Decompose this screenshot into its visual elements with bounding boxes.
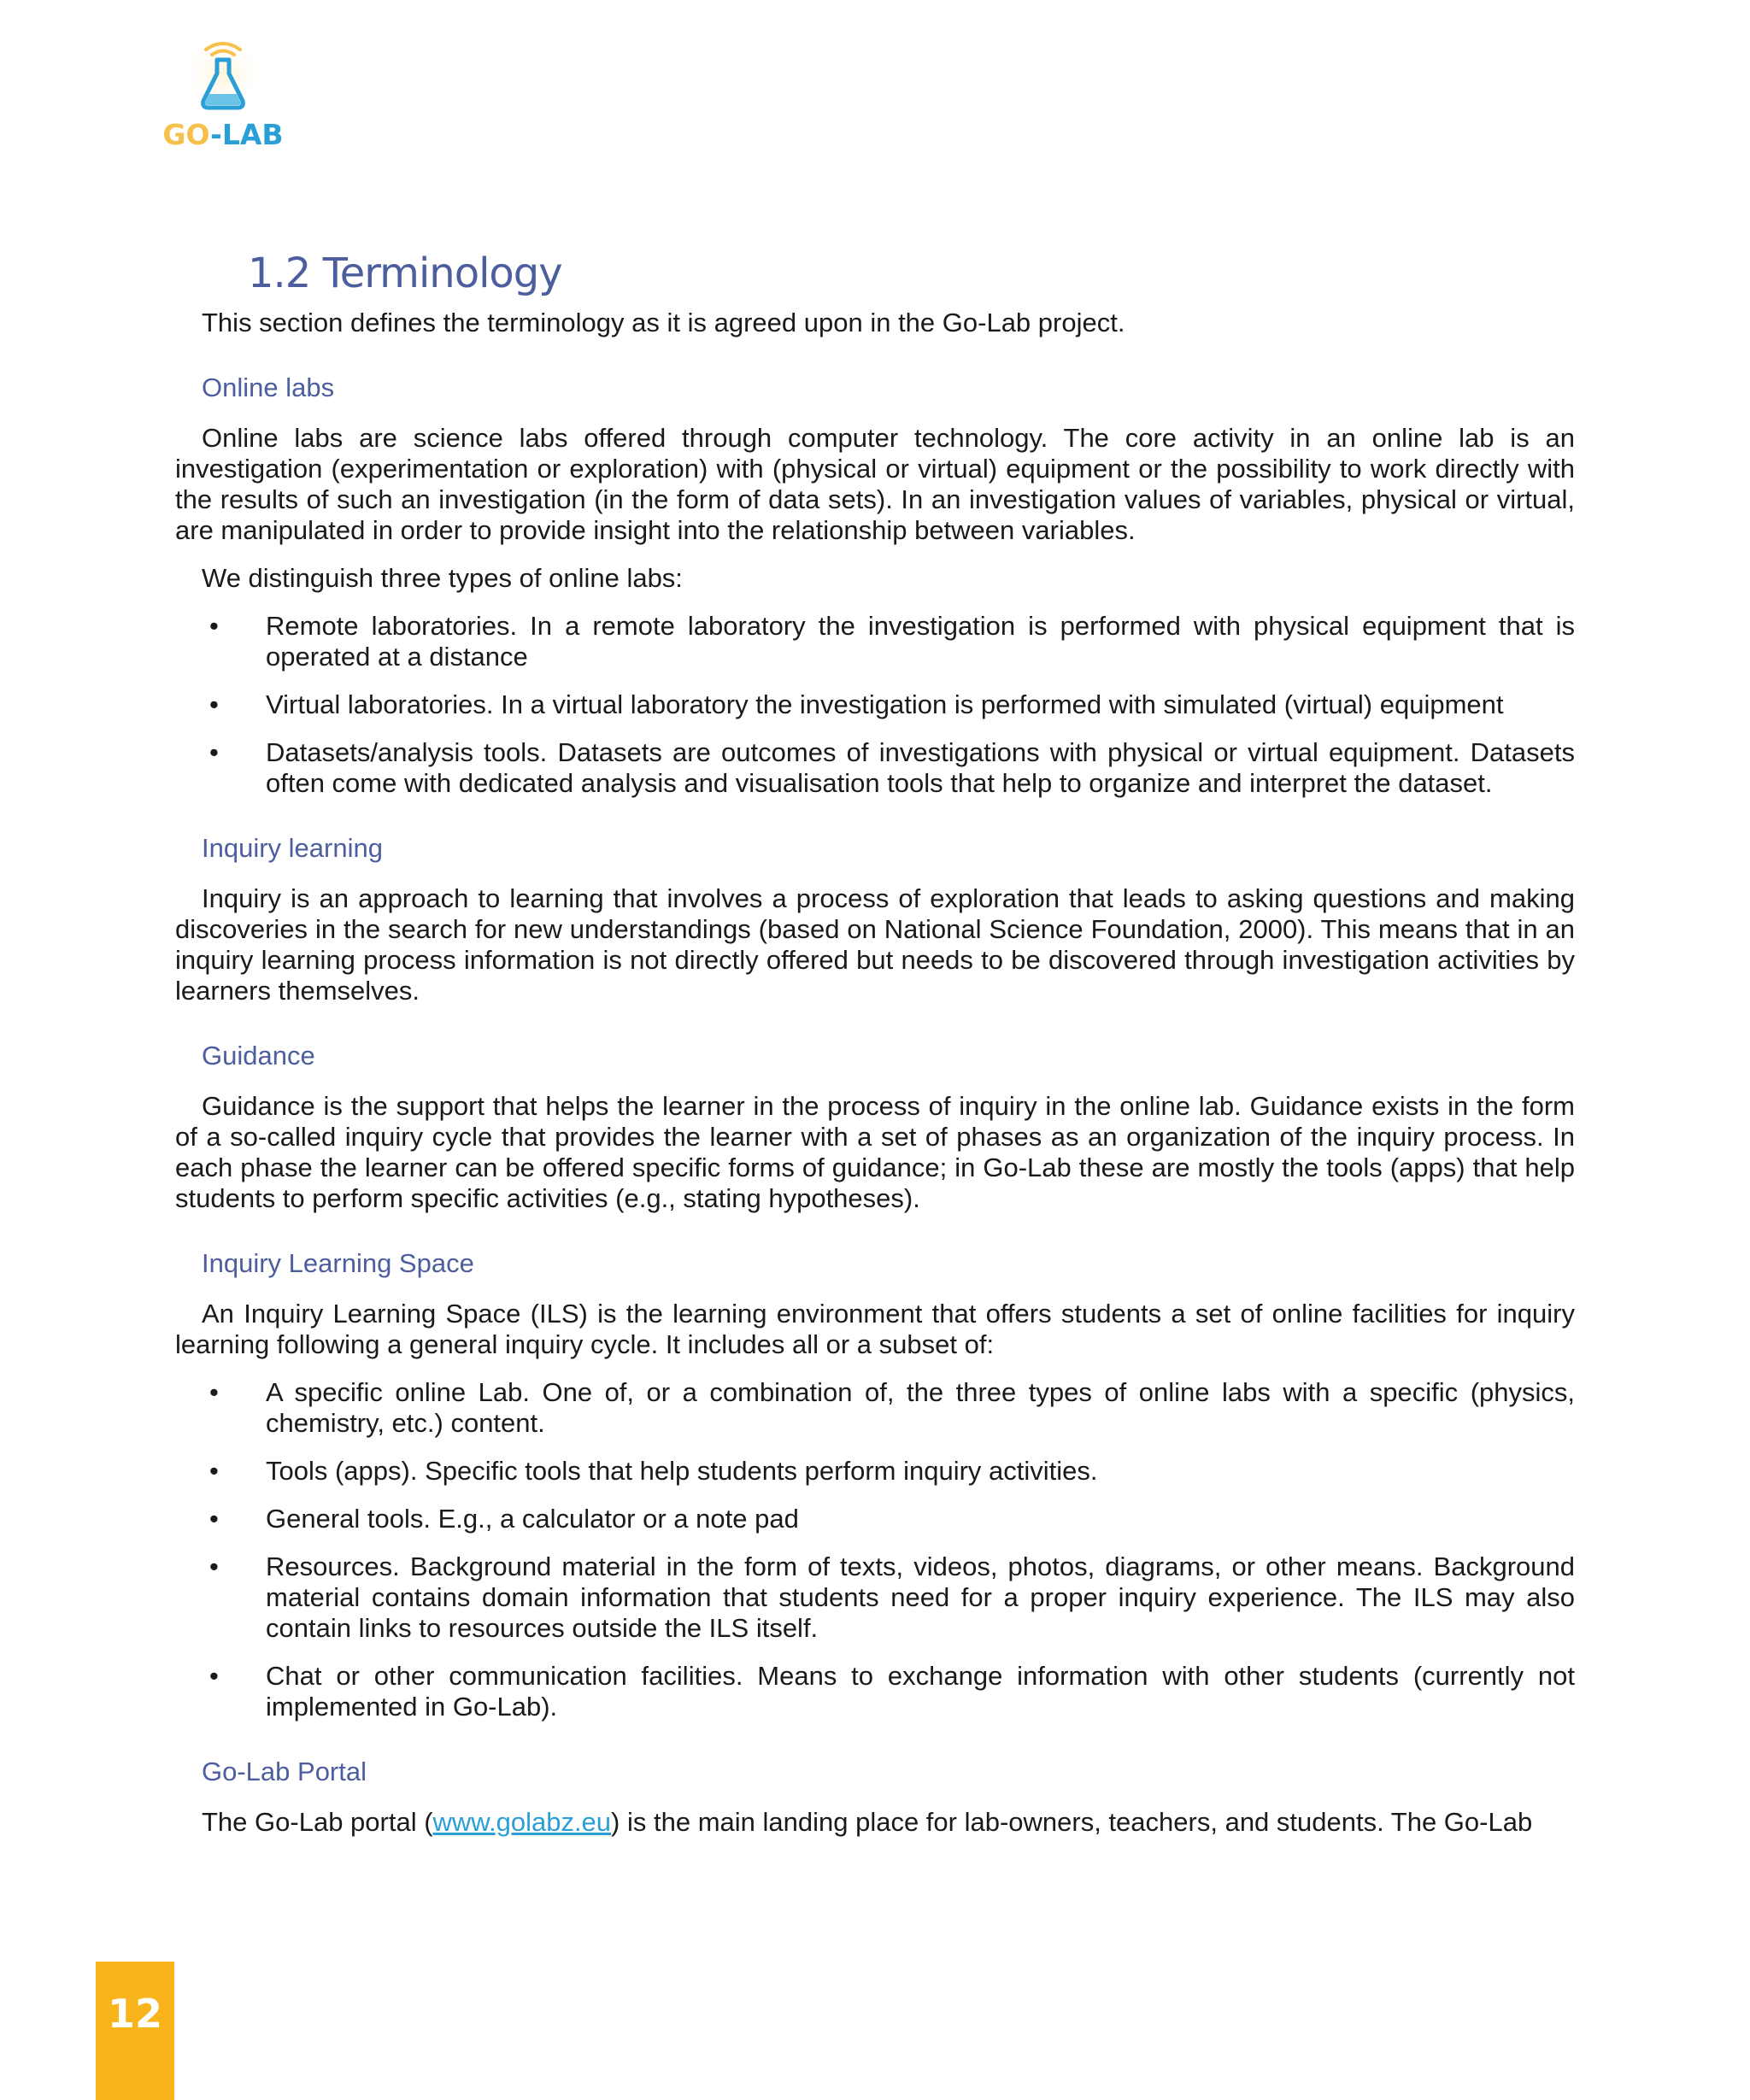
list-item xyxy=(175,1504,1575,1534)
portal-text-after: ) is the main landing place for lab-owners, teachers, and students. The Go-Lab xyxy=(611,1807,1533,1837)
bullet-icon: • xyxy=(209,611,219,641)
bullet-icon: • xyxy=(209,1661,219,1691)
list-item-text: General tools. E.g., a calculator or a note pad xyxy=(266,1504,799,1534)
go-lab-logo xyxy=(159,34,287,154)
ils-list xyxy=(175,1377,1575,1722)
heading-inquiry-learning: Inquiry learning xyxy=(202,833,383,863)
list-item xyxy=(175,1552,1575,1644)
intro-paragraph: This section defines the terminology as it is agreed upon in the Go-Lab project. xyxy=(202,308,1125,337)
logo-lab-text: LAB xyxy=(221,118,284,151)
heading-guidance: Guidance xyxy=(202,1041,315,1071)
list-item-text: Resources. Background material in the form of texts, videos, photos, diagrams, or other means. Background material contains domain information that students need for a proper inquiry experience. The ILS may also contain links to resources outside the ILS itself. xyxy=(266,1552,1575,1643)
bullet-icon: • xyxy=(209,1377,219,1407)
list-item xyxy=(175,1456,1575,1487)
online-labs-paragraph: Online labs are science labs offered through computer technology. The core activity in an online lab is an investigation (experimentation or exploration) with (physical or virtual) equipment or the possibility to work directly with the results of such an investigation (in the form of data sets). In an investigation values of variables, physical or virtual, are manipulated in order to provide insight into the relationship between variables. xyxy=(175,423,1575,545)
portal-text-before: The Go-Lab portal ( xyxy=(202,1807,433,1837)
logo-wordmark xyxy=(159,118,287,151)
list-item-text: Remote laboratories. In a remote laboratory the investigation is performed with physical equipment that is operated at a distance xyxy=(266,611,1575,672)
bullet-icon: • xyxy=(209,1552,219,1581)
bullet-icon: • xyxy=(209,737,219,767)
list-item-text: Virtual laboratories. In a virtual laboratory the investigation is performed with simulated (virtual) equipment xyxy=(266,689,1504,719)
online-labs-list xyxy=(175,611,1575,799)
list-item xyxy=(175,737,1575,799)
list-item xyxy=(175,689,1575,720)
section-title: 1.2 Terminology xyxy=(248,249,562,297)
bullet-icon: • xyxy=(209,689,219,719)
list-item xyxy=(175,611,1575,672)
ils-paragraph: An Inquiry Learning Space (ILS) is the learning environment that offers students a set of online facilities for inquiry learning following a general inquiry cycle. It includes all or a subset of: xyxy=(175,1299,1575,1359)
list-item xyxy=(175,1377,1575,1439)
page-number-tab xyxy=(96,1962,174,2100)
page-number: 12 xyxy=(107,1991,162,2037)
heading-online-labs: Online labs xyxy=(202,372,335,402)
list-item xyxy=(175,1661,1575,1722)
main-content xyxy=(175,248,1575,1838)
bullet-icon: • xyxy=(209,1504,219,1534)
heading-ils: Inquiry Learning Space xyxy=(202,1248,474,1278)
inquiry-learning-paragraph: Inquiry is an approach to learning that involves a process of exploration that leads to asking questions and making discoveries in the search for new understandings (based on National Science Foundation, 2000). This means that in an inquiry learning process information is not directly offered but needs to be discovered through investigation activities by learners themselves. xyxy=(175,883,1575,1006)
list-item-text: A specific online Lab. One of, or a combination of, the three types of online labs with a specific (physics, chemistry, etc.) content. xyxy=(266,1377,1575,1438)
bullet-icon: • xyxy=(209,1456,219,1486)
heading-go-lab-portal: Go-Lab Portal xyxy=(202,1757,367,1786)
list-item-text: Chat or other communication facilities. Means to exchange information with other students (currently not implemented in Go-Lab). xyxy=(266,1661,1575,1722)
logo-dash-text: - xyxy=(210,118,222,151)
online-labs-types-paragraph: We distinguish three types of online labs: xyxy=(202,563,683,593)
guidance-paragraph: Guidance is the support that helps the learner in the process of inquiry in the online lab. Guidance exists in the form of a so-called inquiry cycle that provides the learner with a set of phases as an organization of the inquiry process. In each phase the learner can be offered specific forms of guidance; in Go-Lab these are mostly the tools (apps) that help students to perform specific activities (e.g., stating hypotheses). xyxy=(175,1091,1575,1213)
golabz-link[interactable]: www.golabz.eu xyxy=(432,1807,612,1837)
logo-go-text: GO xyxy=(162,118,211,151)
portal-paragraph xyxy=(175,1807,1575,1838)
flask-icon xyxy=(180,34,266,120)
list-item-text: Datasets/analysis tools. Datasets are outcomes of investigations with physical or virtual equipment. Datasets often come with dedicated analysis and visualisation tools that help to organize and interpret the dataset. xyxy=(266,737,1575,798)
list-item-text: Tools (apps). Specific tools that help students perform inquiry activities. xyxy=(266,1456,1098,1486)
